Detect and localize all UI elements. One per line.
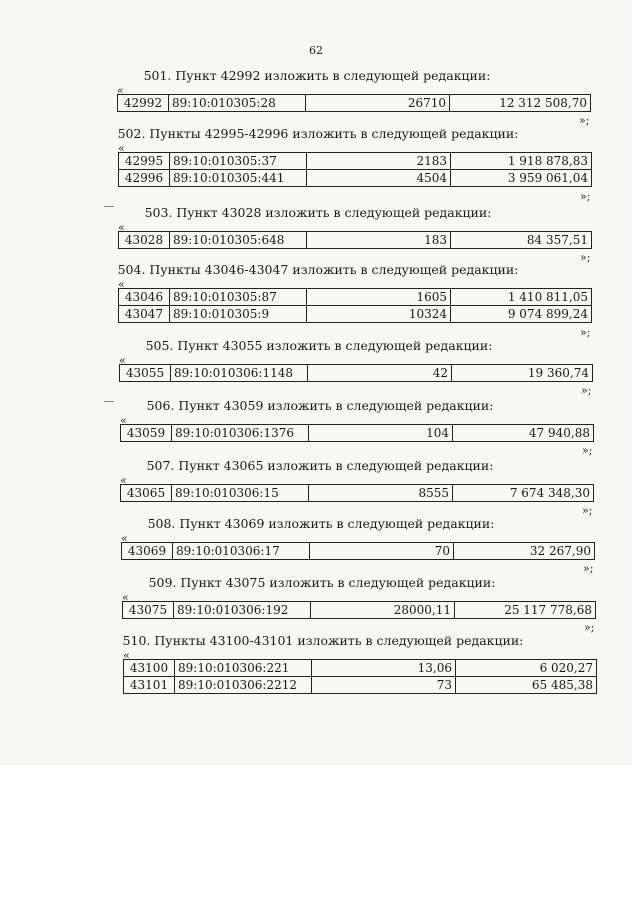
item-number-cell: 43028 — [119, 232, 170, 249]
amendment-heading: 507. Пункт 43065 изложить в следующей редакции: — [146, 458, 494, 473]
cadastral-number-cell: 89:10:010305:37 — [170, 153, 307, 170]
amendment-heading: 504. Пункты 43046-43047 изложить в следующей редакции: — [117, 262, 519, 277]
cadastral-value-cell: 65 485,38 — [456, 677, 597, 694]
area-cell: 70 — [310, 543, 454, 560]
cadastral-number-cell: 89:10:010306:17 — [173, 543, 310, 560]
cadastral-value-cell: 1 410 811,05 — [451, 289, 592, 306]
cadastral-number-cell: 89:10:010306:1148 — [171, 365, 308, 382]
land-plot-table — [118, 231, 592, 249]
open-quote: « — [118, 142, 125, 155]
land-plot-table — [120, 424, 594, 442]
table-row — [119, 306, 592, 323]
amendment-heading: 508. Пункт 43069 изложить в следующей редакции: — [147, 516, 495, 531]
land-plot-table — [118, 152, 592, 187]
table-row — [123, 602, 596, 619]
open-quote: « — [122, 591, 129, 604]
close-quote: »; — [582, 504, 593, 517]
item-number-cell: 42992 — [118, 95, 169, 112]
cadastral-value-cell: 32 267,90 — [454, 543, 595, 560]
land-plot-table — [117, 94, 591, 112]
open-quote: « — [118, 278, 125, 291]
amendment-heading: 510. Пункты 43100-43101 изложить в следующей редакции: — [122, 633, 524, 648]
amendment-heading: 506. Пункт 43059 изложить в следующей редакции: — [146, 398, 494, 413]
close-quote: »; — [581, 384, 592, 397]
item-number-cell: 43055 — [120, 365, 171, 382]
item-number-cell: 43100 — [124, 660, 175, 677]
cadastral-number-cell: 89:10:010305:441 — [170, 170, 307, 187]
table-row — [119, 153, 592, 170]
table-row — [121, 485, 594, 502]
open-quote: « — [123, 649, 130, 662]
area-cell: 8555 — [309, 485, 453, 502]
area-cell: 13,06 — [312, 660, 456, 677]
close-quote: »; — [584, 621, 595, 634]
cadastral-value-cell: 19 360,74 — [452, 365, 593, 382]
table-row — [121, 425, 594, 442]
cadastral-value-cell: 47 940,88 — [453, 425, 594, 442]
land-plot-table — [120, 484, 594, 502]
cadastral-number-cell: 89:10:010305:87 — [170, 289, 307, 306]
land-plot-table — [121, 542, 595, 560]
cadastral-number-cell: 89:10:010306:15 — [172, 485, 309, 502]
close-quote: »; — [583, 562, 594, 575]
item-number-cell: 43046 — [119, 289, 170, 306]
land-plot-table — [123, 659, 597, 694]
close-quote: »; — [580, 251, 591, 264]
open-quote: « — [120, 414, 127, 427]
item-number-cell: 43059 — [121, 425, 172, 442]
table-row — [122, 543, 595, 560]
amendment-heading: 503. Пункт 43028 изложить в следующей редакции: — [144, 205, 492, 220]
scan-mark — [104, 206, 114, 207]
area-cell: 1605 — [307, 289, 451, 306]
land-plot-table — [119, 364, 593, 382]
item-number-cell: 43047 — [119, 306, 170, 323]
item-number-cell: 43065 — [121, 485, 172, 502]
table-row — [119, 170, 592, 187]
scan-mark — [104, 401, 114, 402]
cadastral-number-cell: 89:10:010306:192 — [174, 602, 311, 619]
table-row — [119, 232, 592, 249]
amendment-heading: 502. Пункты 42995-42996 изложить в следующей редакции: — [117, 126, 519, 141]
area-cell: 73 — [312, 677, 456, 694]
land-plot-table — [118, 288, 592, 323]
cadastral-value-cell: 84 357,51 — [451, 232, 592, 249]
amendment-heading: 501. Пункт 42992 изложить в следующей редакции: — [143, 68, 491, 83]
open-quote: « — [121, 532, 128, 545]
area-cell: 26710 — [306, 95, 450, 112]
cadastral-value-cell: 7 674 348,30 — [453, 485, 594, 502]
table-row — [124, 677, 597, 694]
table-row — [118, 95, 591, 112]
cadastral-value-cell: 25 117 778,68 — [455, 602, 596, 619]
cadastral-number-cell: 89:10:010305:9 — [170, 306, 307, 323]
item-number-cell: 42996 — [119, 170, 170, 187]
close-quote: »; — [580, 190, 591, 203]
amendment-heading: 505. Пункт 43055 изложить в следующей редакции: — [145, 338, 493, 353]
cadastral-number-cell: 89:10:010305:648 — [170, 232, 307, 249]
close-quote: »; — [580, 326, 591, 339]
close-quote: »; — [582, 444, 593, 457]
table-row — [120, 365, 593, 382]
amendment-heading: 509. Пункт 43075 изложить в следующей редакции: — [148, 575, 496, 590]
item-number-cell: 43101 — [124, 677, 175, 694]
area-cell: 183 — [307, 232, 451, 249]
cadastral-value-cell: 1 918 878,83 — [451, 153, 592, 170]
open-quote: « — [120, 474, 127, 487]
item-number-cell: 43075 — [123, 602, 174, 619]
cadastral-value-cell: 12 312 508,70 — [450, 95, 591, 112]
open-quote: « — [117, 84, 124, 97]
cadastral-value-cell: 6 020,27 — [456, 660, 597, 677]
area-cell: 10324 — [307, 306, 451, 323]
close-quote: »; — [579, 114, 590, 127]
area-cell: 42 — [308, 365, 452, 382]
area-cell: 2183 — [307, 153, 451, 170]
cadastral-number-cell: 89:10:010306:221 — [175, 660, 312, 677]
cadastral-value-cell: 9 074 899,24 — [451, 306, 592, 323]
cadastral-number-cell: 89:10:010306:1376 — [172, 425, 309, 442]
open-quote: « — [119, 354, 126, 367]
item-number-cell: 43069 — [122, 543, 173, 560]
open-quote: « — [118, 221, 125, 234]
item-number-cell: 42995 — [119, 153, 170, 170]
cadastral-value-cell: 3 959 061,04 — [451, 170, 592, 187]
land-plot-table — [122, 601, 596, 619]
area-cell: 4504 — [307, 170, 451, 187]
page-number: 62 — [309, 44, 323, 57]
area-cell: 104 — [309, 425, 453, 442]
cadastral-number-cell: 89:10:010306:2212 — [175, 677, 312, 694]
cadastral-number-cell: 89:10:010305:28 — [169, 95, 306, 112]
area-cell: 28000,11 — [311, 602, 455, 619]
table-row — [124, 660, 597, 677]
table-row — [119, 289, 592, 306]
